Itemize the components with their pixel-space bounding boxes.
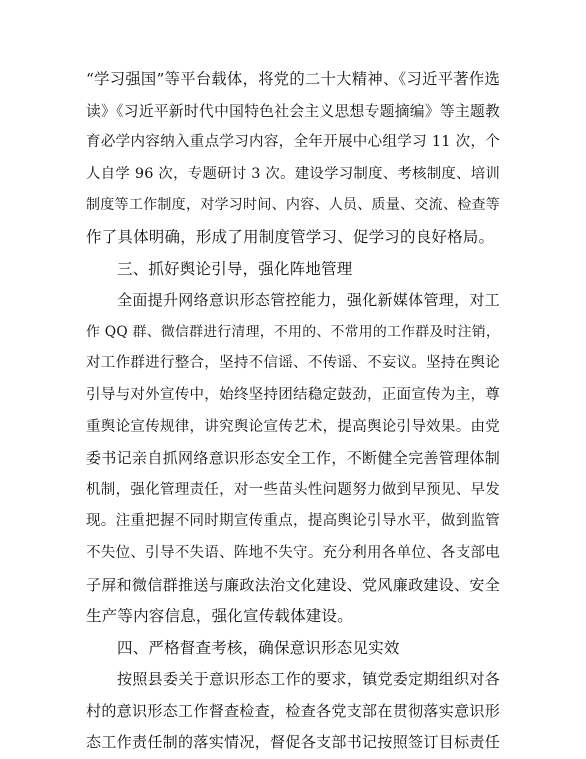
text-line: 委书记亲自抓网络意识形态安全工作，不断健全完善管理体制 xyxy=(86,449,500,468)
text-line: 重舆论宣传规律，讲究舆论宣传艺术，提高舆论引导效果。由党 xyxy=(86,418,500,435)
text-line: 人自学 96 次，专题研讨 3 次。建设学习制度、考核制度、培训 xyxy=(86,165,500,182)
text-line: 作 QQ 群、微信群进行清理，不用的、不常用的工作群及时注销， xyxy=(86,323,500,340)
text-line: 按照县委关于意识形态工作的要求，镇党委定期组织对各 xyxy=(117,670,500,689)
text-line: 全面提升网络意识形态管控能力，强化新媒体管理，对工 xyxy=(117,291,500,310)
text-line: “学习强国”等平台载体，将党的二十大精神、《习近平著作选 xyxy=(86,70,500,88)
text-line: 制度等工作制度，对学习时间、内容、人员、质量、交流、检查等 xyxy=(86,197,500,214)
text-line: 对工作群进行整合，坚持不信谣、不传谣、不妄议。坚持在舆论 xyxy=(86,355,500,372)
text-line: 生产等内容信息，强化宣传载体建设。 xyxy=(86,607,353,626)
text-line: 读》《习近平新时代中国特色社会主义思想专题摘编》等主题教 xyxy=(86,102,500,120)
text-line: 村的意识形态工作督查检查，检查各党支部在贯彻落实意识形 xyxy=(86,701,500,720)
document-body xyxy=(86,64,500,759)
text-line: 机制，强化管理责任，对一些苗头性问题努力做到早预见、早发 xyxy=(86,481,500,498)
text-line: 现。注重把握不同时期宣传重点，提高舆论引导水平，做到监管 xyxy=(86,513,500,530)
section-heading: 四、严格督查考核，确保意识形态见实效 xyxy=(117,638,400,657)
text-line: 态工作责任制的落实情况，督促各支部书记按照签订目标责任 xyxy=(86,733,500,752)
text-line: 子屏和微信群推送与廉政法治文化建设、党风廉政建设、安全 xyxy=(86,575,500,594)
text-line: 育必学内容纳入重点学习内容，全年开展中心组学习 11 次，个 xyxy=(86,134,500,151)
text-line: 作了具体明确，形成了用制度管学习、促学习的良好格局。 xyxy=(86,227,495,246)
text-line: 引导与对外宣传中，始终坚持团结稳定鼓劲，正面宣传为主，尊 xyxy=(86,386,500,403)
section-heading: 三、抓好舆论引导，强化阵地管理 xyxy=(117,259,353,278)
text-line: 不失位、引导不失语、阵地不失守。充分利用各单位、各支部电 xyxy=(86,544,500,561)
